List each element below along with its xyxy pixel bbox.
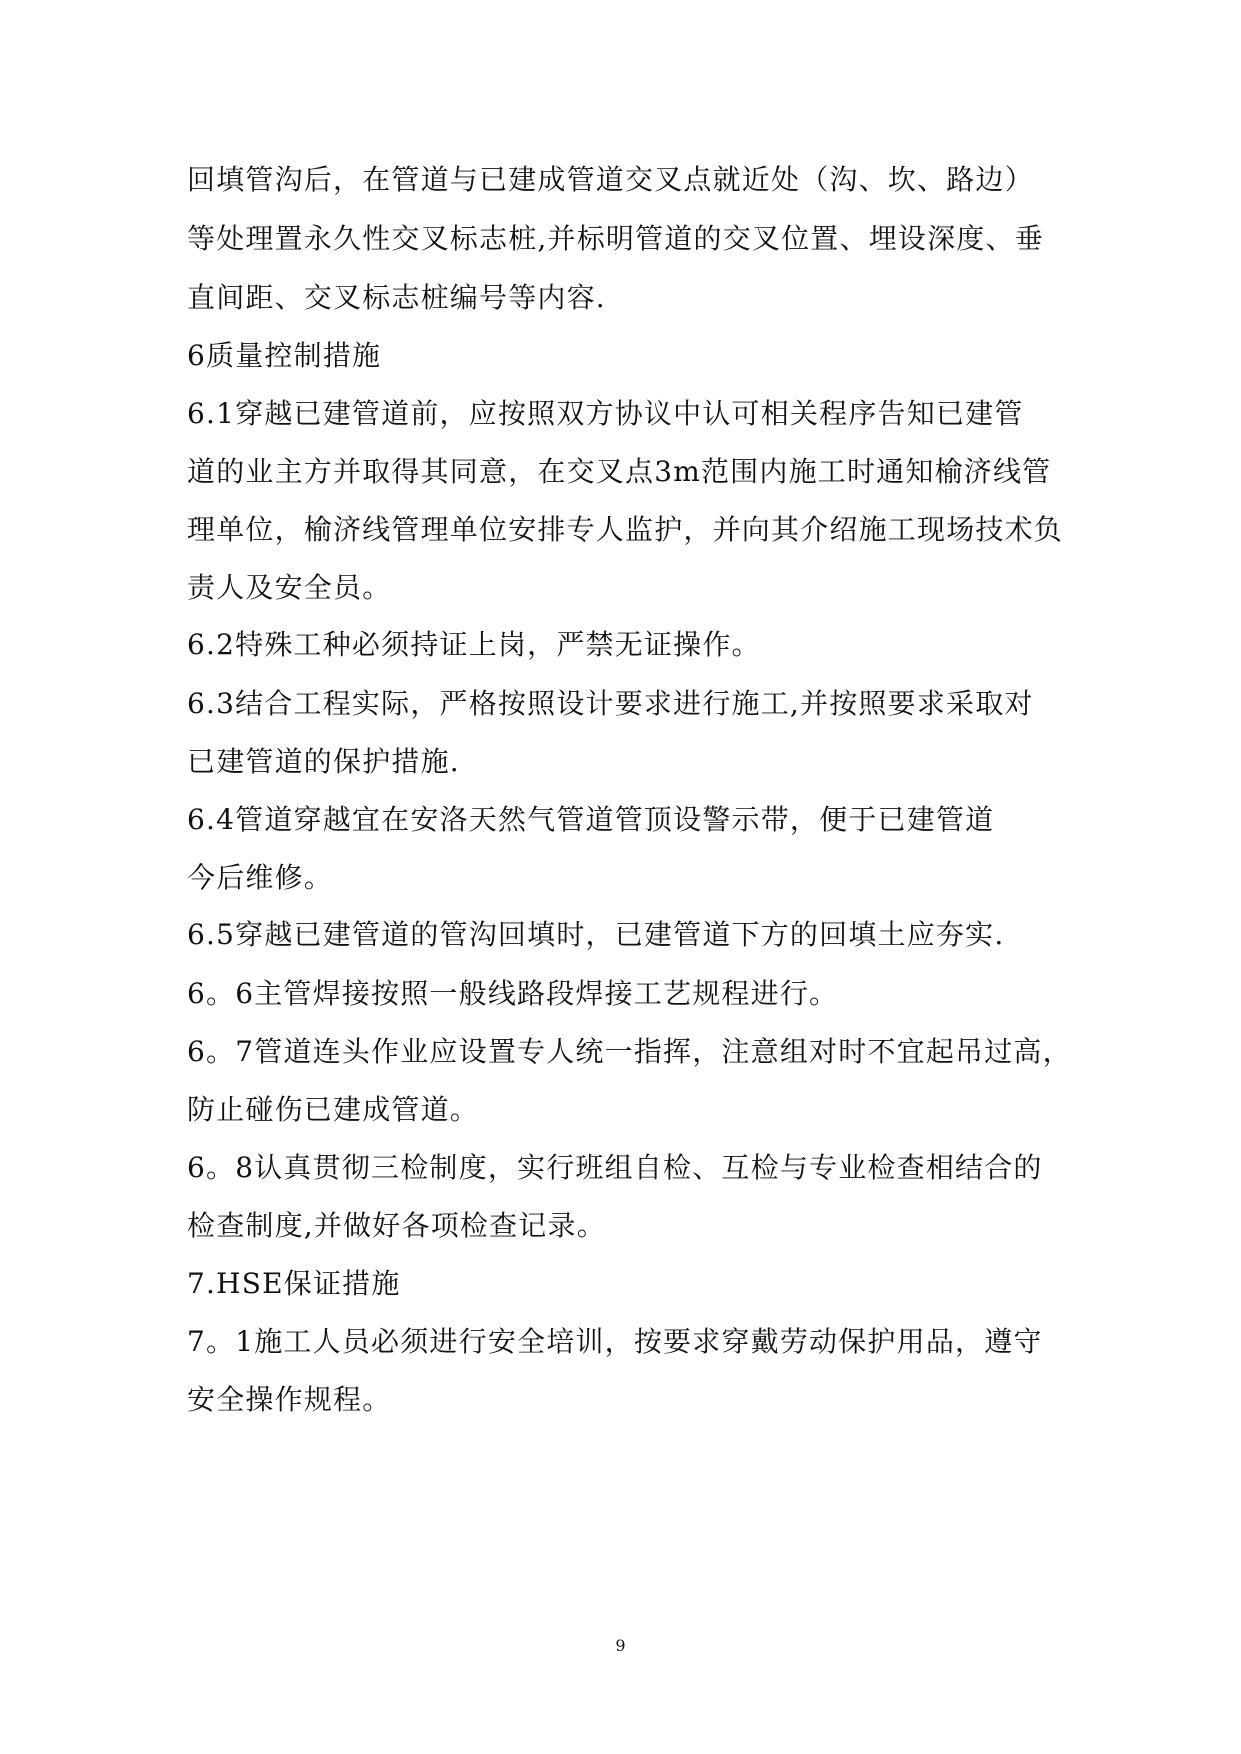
paragraph-line: 责人及安全员。 [187, 571, 392, 604]
paragraph-line: 6.4管道穿越宜在安洛天然气管道管顶设警示带，便于已建管道 [187, 803, 995, 836]
paragraph-line: 6。8认真贯彻三检制度，实行班组自检、互检与专业检查相结合的 [187, 1151, 1043, 1184]
paragraph-line: 6.2特殊工种必须持证上岗，严禁无证操作。 [187, 628, 761, 661]
page-number: 9 [615, 1636, 626, 1655]
paragraph-line: 6.5穿越已建管道的管沟回填时，已建管道下方的回填土应夯实. [187, 918, 1005, 951]
paragraph-line: 6。7管道连头作业应设置专人统一指挥，注意组对时不宜起吊过高， [187, 1035, 1072, 1068]
paragraph-line: 今后维修。 [187, 861, 334, 894]
paragraph-line: 7。1施工人员必须进行安全培训，按要求穿戴劳动保护用品，遵守 [187, 1325, 1043, 1358]
paragraph-line: 直间距、交叉标志桩编号等内容. [187, 281, 606, 314]
paragraph-line: 已建管道的保护措施. [187, 745, 460, 778]
section-heading: 6质量控制措施 [187, 339, 382, 372]
paragraph-line: 6.1穿越已建管道前，应按照双方协议中认可相关程序告知已建管 [187, 397, 1024, 430]
paragraph-line: 等处理置永久性交叉标志桩,并标明管道的交叉位置、埋设深度、垂 [187, 222, 1044, 255]
paragraph-line: 安全操作规程。 [187, 1383, 392, 1416]
paragraph-line: 道的业主方并取得其同意，在交叉点3m范围内施工时通知榆济线管 [187, 455, 1052, 488]
section-heading: 7.HSE保证措施 [187, 1267, 401, 1300]
paragraph-line: 检查制度,并做好各项检查记录。 [187, 1209, 606, 1242]
paragraph-line: 6.3结合工程实际，严格按照设计要求进行施工,并按照要求采取对 [187, 687, 1034, 720]
paragraph-line: 理单位，榆济线管理单位安排专人监护，并向其介绍施工现场技术负 [187, 513, 1064, 546]
paragraph-line: 防止碰伤已建成管道。 [187, 1093, 480, 1126]
paragraph-line: 6。6主管焊接按照一般线路段焊接工艺规程进行。 [187, 977, 839, 1010]
paragraph-line: 回填管沟后，在管道与已建成管道交叉点就近处（沟、坎、路边） [187, 163, 1034, 196]
